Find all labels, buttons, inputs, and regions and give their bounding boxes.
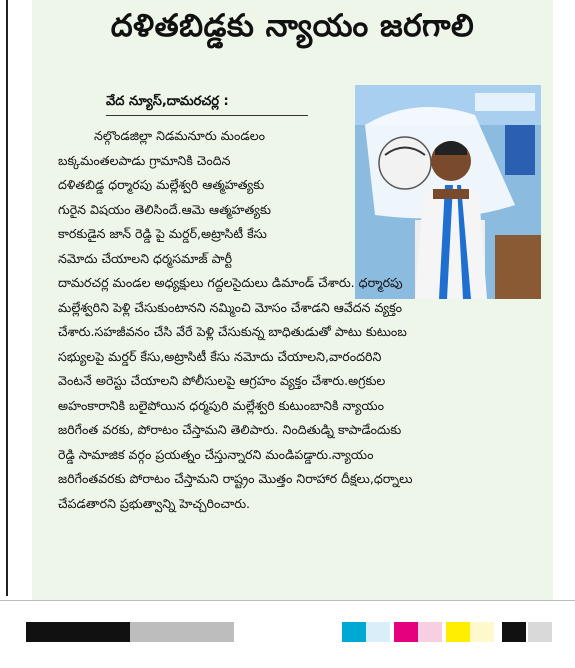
body-line: బక్కమంతలపాడు గ్రామానికి చెందిన: [58, 152, 231, 168]
page-edge-rule: [6, 0, 8, 596]
body-line: చేశారు.సహజీవనం చేసి వేరే పెళ్లి చేసుకున్న బాధితుడుతో పాటు కుటుంబ: [58, 324, 407, 339]
body-line: కారకుడైన జాన్ రెడ్డి పై మర్డర్,అట్రాసిటీ కేసు: [58, 226, 267, 241]
body-line: చేపడతారని ప్రభుత్వాన్ని హెచ్చరించారు.: [58, 495, 251, 511]
body-line: మల్లేశ్వరిని పెళ్లి చేసుకుంటానని నమ్మించి మోసం చేశాడని ఆవేదన వ్యక్తం: [58, 299, 403, 315]
headline: దళితబిడ్డకు న్యాయం జరగాలి: [110, 8, 475, 44]
body-line: జరిగేంతవరకు పోరాటం చేస్తామని రాష్ట్రం మొత్తం నిరాహార దీక్షలు,ధర్నాలు: [58, 471, 413, 486]
body-line: దామరచర్ల మండల అధ్యక్షులు గద్దలసైదులు డిమాండ్ చేశారు. ధర్మారపు: [58, 275, 403, 290]
registration-swatch-magenta: [394, 622, 418, 642]
registration-swatch-yellow: [446, 622, 470, 642]
registration-swatch-black: [502, 622, 526, 642]
body-line: నల్గొండజిల్లా నిడమనూరు మండలం: [94, 128, 266, 143]
registration-swatch-light-yellow: [470, 622, 494, 642]
body-line: గురైన విషయం తెలిసిందే.ఆమె ఆత్మహత్యకు: [58, 201, 271, 217]
registration-swatch-light-magenta: [418, 622, 442, 642]
body-line: అహంకారానికి బలైపోయిన ధర్మపురి మల్లేశ్వరి కుటుంబానికి న్యాయం: [58, 397, 384, 413]
dateline-underline: [106, 115, 308, 116]
bottom-divider: [0, 600, 575, 601]
news-article: [32, 0, 553, 600]
registration-swatch-light-cyan: [366, 622, 390, 642]
body-line: నమోదు చేయాలని ధర్మసమాజ్ పార్టీ: [58, 250, 233, 266]
article-body: [58, 124, 550, 516]
registration-swatch-cyan: [342, 622, 366, 642]
dateline: వేద న్యూస్,దామరచర్ల :: [106, 94, 229, 109]
registration-bar-black: [26, 622, 130, 642]
registration-swatch-light-grey: [528, 622, 552, 642]
body-line: జరిగేంత వరకు, పోరాటం చేస్తామని తెలిపారు. నిందితుడ్ని కాపాడేందుకు: [58, 422, 402, 437]
registration-bar-grey: [130, 622, 234, 642]
body-line: వెంటనే అరెస్టు చేయాలని పోలీసులపై ఆగ్రహం వ్యక్తం చేశారు.అగ్రకుల: [58, 373, 386, 388]
body-line: సభ్యులపై మర్డర్ కేసు,అట్రాసిటీ కేసు నమోదు చేయాలని,వారందరిని: [58, 348, 382, 364]
body-line: దళితబిడ్డ ధర్మారపు మల్లేశ్వరి ఆత్మహత్యకు: [58, 177, 265, 192]
body-line: రెడ్డి సామాజిక వర్గం ప్రయత్నం చేస్తున్నారని మండిపడ్డారు.న్యాయం: [58, 446, 374, 462]
